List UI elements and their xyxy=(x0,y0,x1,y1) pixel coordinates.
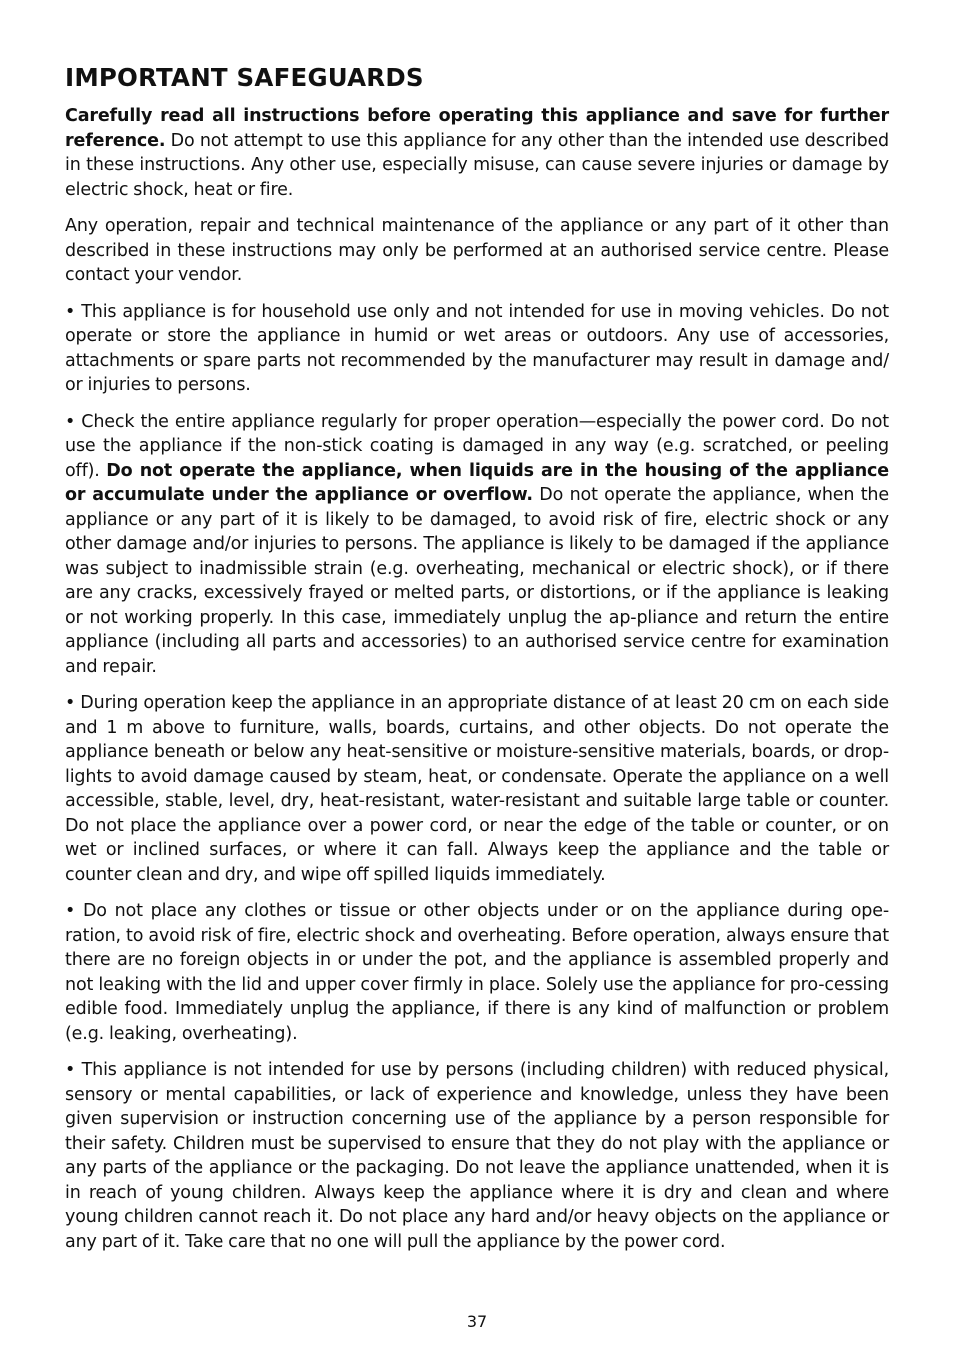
text-damage-warning: Do not operate the appliance, when the appliance or any part of it is likely to be damaged, to avoid risk of fire, electric shock or any other damage and/or injuries to persons. The appliance is likely to be damaged if the appliance was subject to inadmissible strain (e.g. overheating, mechanical or electric shock), or if there are any cracks, excessively frayed or melted parts, or distortions, or if the appliance is leaking or not working properly. In this case, immediately unplug the ap-pliance and return the entire appliance (including all parts and accessories) to an authorised service centre for examination and repair. xyxy=(65,485,889,677)
paragraph-objects xyxy=(65,899,889,1046)
page-number: 37 xyxy=(466,1312,488,1331)
paragraph-check-appliance xyxy=(65,410,889,680)
bold-read-instructions: Carefully read all instructions before operating this appliance and save for further reference. xyxy=(65,106,889,151)
page-title: IMPORTANT SAFEGUARDS xyxy=(65,63,424,92)
text-distance: • During operation keep the appliance in an appropriate distance of at least 20 cm on each side and 1 m above to furniture, walls, boards, curtains, and other objects. Do not operate the appliance beneath or below any heat-sensitive or moisture-sensitive materials, boards, or drop-lights to avoid damage caused by steam, heat, or condensate. Operate the appliance on a well accessible, stable, level, dry, heat-resistant, water-resistant and suitable large table or counter. Do not place the appliance over a power cord, or near the edge of the table or counter, or on wet or inclined surfaces, or where it can fall. Always keep the appliance and the table or counter clean and dry, and wipe off spilled liquids immediately. xyxy=(65,693,889,885)
document-page xyxy=(65,62,889,1266)
text-intended-use: Do not attempt to use this appliance for any other than the intended use described in these instructions. Any other use, especially misuse, can cause severe injuries or damage by electric shock, heat or fire. xyxy=(65,130,889,200)
paragraph-service-centre xyxy=(65,214,889,288)
bold-liquids-warning: Do not operate the appliance, when liquids are in the housing of the appliance or accumulate under the appliance or overflow. xyxy=(65,460,889,505)
text-objects: • Do not place any clothes or tissue or other objects under or on the appliance during ope-ration, to avoid risk of fire, electric shock and overheating. Before operation, always ensure that there are no foreign objects in or under the pot, and the appliance is assembled properly and not leaking with the lid and upper cover firmly in place. Solely use the appliance for pro-cessing edible food. Immediately unplug the appliance, if there is any kind of malfunction or problem (e.g. leaking, overheating). xyxy=(65,901,889,1044)
text-check-appliance: • Check the entire appliance regularly for proper operation—especially the power cord. Do not use the appliance if the non-stick coating is damaged in any way (e.g. scratched, or peeling off). xyxy=(65,411,889,481)
paragraph-children xyxy=(65,1058,889,1254)
text-household-use: • This appliance is for household use only and not intended for use in moving vehicles. Do not operate or store the appliance in humid or wet areas or outdoors. Any use of accessories, attachments or spare parts not recommended by the manufacturer may result in damage and/ or injuries to persons. xyxy=(65,301,889,395)
text-service-centre: Any operation, repair and technical maintenance of the appliance or any part of it other than described in these instructions may only be performed at an authorised service centre. Please contact your vendor. xyxy=(65,216,889,285)
paragraph-household-use xyxy=(65,300,889,398)
text-children: • This appliance is not intended for use by persons (including children) with reduced physical, sensory or mental capabilities, or lack of experience and knowledge, unless they have been given supervision or instruction concerning use of the appliance by a person responsible for their safety. Children must be supervised to ensure that they do not play with the appliance or any parts of the appliance or the packaging. Do not leave the appliance unattended, when it is in reach of young children. Always keep the appliance where it is dry and clean and where young children cannot reach it. Do not place any hard and/or heavy objects on the appliance or any part of it. Take care that no one will pull the appliance by the power cord. xyxy=(65,1060,889,1252)
paragraph-read-instructions xyxy=(65,104,889,202)
paragraph-distance xyxy=(65,691,889,887)
